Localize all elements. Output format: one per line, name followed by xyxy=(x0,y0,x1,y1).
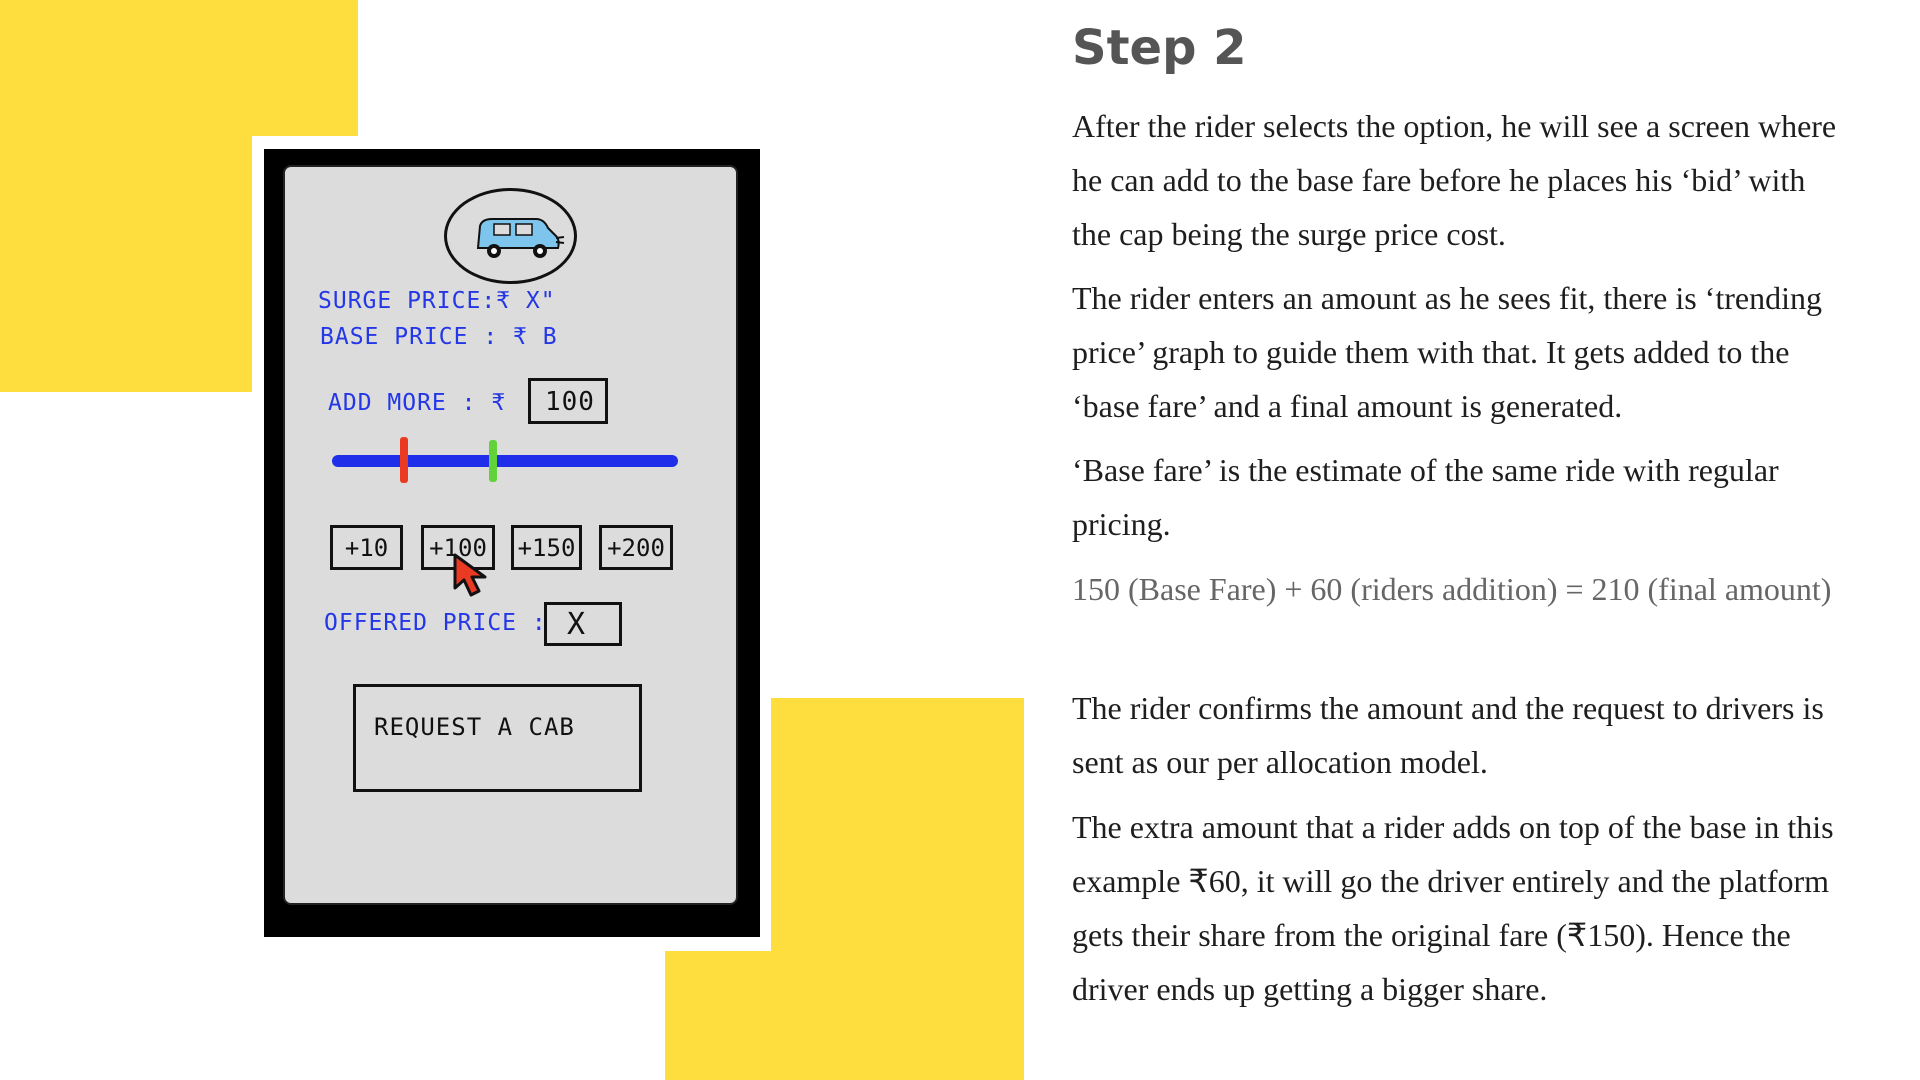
add-more-label: ADD MORE : ₹ xyxy=(328,390,507,416)
paragraph-1: After the rider selects the option, he will see a screen where he can add to the base fare before he places his ‘bid’ with the cap being the surge price cost. xyxy=(1072,108,1837,252)
slider-marker-red[interactable] xyxy=(400,437,408,483)
base-price-row xyxy=(320,324,558,350)
slider-marker-green[interactable] xyxy=(489,440,497,482)
request-cab-button[interactable] xyxy=(353,684,642,792)
surge-price-row xyxy=(318,288,556,314)
step-heading: Step 2 xyxy=(1072,20,1247,76)
paragraph-2: The rider enters an amount as he sees fit, there is ‘trending price’ graph to guide them with that. It gets added to the ‘base fare’ and a final amount is generated. xyxy=(1072,280,1822,424)
offered-price-label: OFFERED PRICE : xyxy=(324,610,547,636)
trending-price-slider[interactable] xyxy=(332,455,678,467)
add-more-value: 100 xyxy=(545,387,595,417)
surge-price-label: SURGE PRICE: xyxy=(318,288,497,314)
request-cab-label: REQUEST A CAB xyxy=(374,713,575,741)
paragraph-6: The extra amount that a rider adds on top of the base in this example ₹60, it will go the driver entirely and the platform gets their share from the original fare (₹150). Hence the driver ends up getting a bigger share. xyxy=(1072,809,1834,1007)
paragraph-4-calculation: 150 (Base Fare) + 60 (riders addition) = 210 (final amount) xyxy=(1072,571,1832,607)
base-price-value: ₹ B xyxy=(513,324,558,350)
add-more-input[interactable] xyxy=(528,378,608,424)
surge-price-value: ₹ X" xyxy=(496,288,556,314)
offered-price-field xyxy=(544,602,622,646)
paragraph-5: The rider confirms the amount and the request to drivers is sent as our per allocation model. xyxy=(1072,690,1824,780)
offered-price-value: X xyxy=(567,607,587,642)
chip-plus-10[interactable]: +10 xyxy=(330,525,403,570)
chip-plus-150[interactable]: +150 xyxy=(511,525,582,570)
yellow-block-bottom xyxy=(665,948,1024,1080)
chip-plus-200[interactable]: +200 xyxy=(599,525,673,570)
paragraph-3: ‘Base fare’ is the estimate of the same ride with regular pricing. xyxy=(1072,452,1779,542)
cursor-pointer-icon xyxy=(450,550,500,600)
chip-plus-100[interactable]: +100 xyxy=(421,525,495,570)
base-price-label: BASE PRICE : xyxy=(320,324,499,350)
car-icon xyxy=(470,210,565,265)
